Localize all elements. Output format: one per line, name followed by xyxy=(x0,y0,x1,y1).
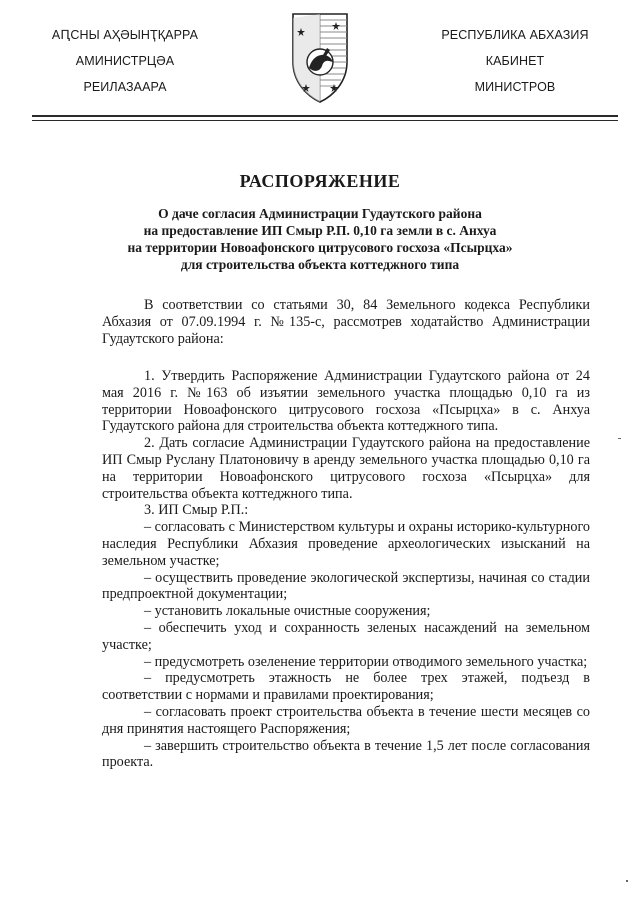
header-left-line-1: АԤСНЫ АҲӘЫНҬҚАРРА xyxy=(51,28,199,42)
scan-speck xyxy=(618,438,621,439)
intro-text: В соответствии со статьями 30, 84 Земельного кодекса Республики Абхазия от 07.09.1994 г. №135-с, рассмотрев ходатайство Администрации Гудаутского района: xyxy=(102,297,590,347)
item-2: 2. Дать согласие Администрации Гудаутского района на предоставление ИП Смыр Руслану Платоновичу в аренду земельного участка площадью 0,10 га на территории Новоафонского цитрусового госхоза «Псырцха» для строительства объекта коттеджного типа. xyxy=(102,435,590,502)
header-left-block xyxy=(40,22,210,100)
header-divider-thin xyxy=(32,120,618,121)
order-items xyxy=(102,368,590,771)
header-left-line-2: АМИНИСТРЦӘА xyxy=(75,54,175,68)
document-title: РАСПОРЯЖЕНИЕ xyxy=(239,171,401,191)
subject-line-1: О даче согласия Администрации Гудаутского района xyxy=(158,206,482,221)
item-3-sub-4: – обеспечить уход и сохранность зеленых насаждений на земельном участке; xyxy=(102,619,590,653)
item-3-sub-5: – предусмотреть озеленение территории отводимого земельного участка; xyxy=(144,653,588,670)
item-3-sub-7: – согласовать проект строительства объекта в течение шести месяцев со дня принятия настоящего Распоряжения; xyxy=(102,703,590,737)
item-3-sub-6: – предусмотреть этажность не более трех этажей, подъезд в соответствии с нормами и правилами проектирования; xyxy=(102,670,590,704)
header-left-line-3: РЕИЛАЗААРА xyxy=(83,80,167,94)
item-3-sub-2: – осуществить проведение экологической экспертизы, начиная со стадии предпроектной документации; xyxy=(102,569,590,603)
subject-line-2: на предоставление ИП Смыр Р.П. 0,10 га земли в с. Анхуа xyxy=(143,223,497,238)
document-subject xyxy=(80,205,560,273)
intro-paragraph xyxy=(102,297,590,347)
subject-line-4: для строительства объекта коттеджного типа xyxy=(180,257,460,272)
state-emblem-icon xyxy=(289,10,351,105)
item-1: 1. Утвердить Распоряжение Администрации Гудаутского района от 24 мая 2016 г. №163 об изъятии земельного участка площадью 0,10 га из территории Новоафонского цитрусового госхоза «Псырцха» в с. Анхуа Гудаутского района для строительства объекта коттеджного типа. xyxy=(102,368,590,435)
header-right-block xyxy=(430,22,600,100)
header-right-line-2: КАБИНЕТ xyxy=(485,54,545,68)
header-divider-thick xyxy=(32,115,618,117)
subject-line-3: на территории Новоафонского цитрусового госхоза «Псырцха» xyxy=(127,240,513,255)
header-right-line-1: РЕСПУБЛИКА АБХАЗИЯ xyxy=(441,28,589,42)
item-3-sub-8: – завершить строительство объекта в течение 1,5 лет после согласования проекта. xyxy=(102,737,590,771)
item-3-sub-3: – установить локальные очистные сооружения; xyxy=(144,603,431,620)
item-3-sub-1: – согласовать с Министерством культуры и охраны историко-культурного наследия Республики Абхазия проведение археологических изысканий на земельном участке; xyxy=(102,519,590,569)
header-right-line-3: МИНИСТРОВ xyxy=(474,80,556,94)
scan-speck xyxy=(626,880,628,882)
item-3: 3. ИП Смыр Р.П.: xyxy=(144,502,249,519)
